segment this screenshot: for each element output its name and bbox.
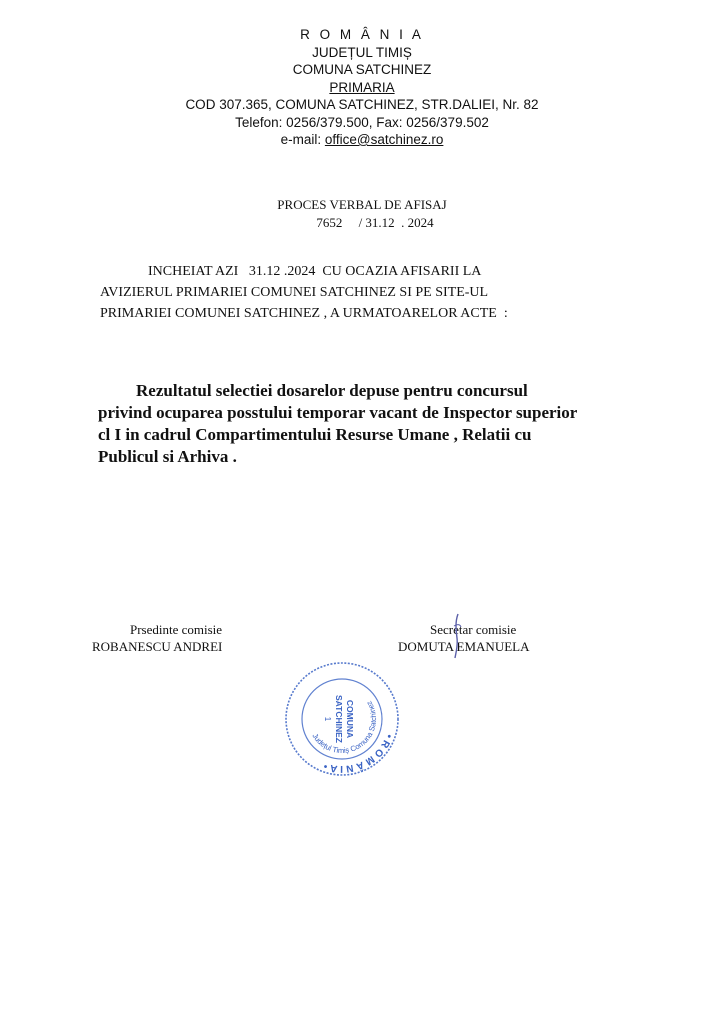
phone-fax-line: Telefon: 0256/379.500, Fax: 0256/379.502 bbox=[235, 114, 489, 130]
email-label: e-mail: bbox=[280, 132, 325, 147]
county-name: JUDEȚUL TIMIȘ bbox=[312, 44, 412, 60]
commune-name: COMUNA SATCHINEZ bbox=[292, 62, 432, 77]
intro-line-2: AVIZIERUL PRIMARIEI COMUNEI SATCHINEZ SI PE SITE-UL bbox=[100, 285, 489, 300]
official-stamp bbox=[283, 660, 401, 778]
stamp-center-line-2: SATCHINEZ bbox=[334, 694, 344, 744]
letterhead bbox=[0, 26, 724, 149]
email-line bbox=[0, 131, 724, 149]
stamp-center-number: 1 bbox=[323, 716, 332, 722]
president-signature-block bbox=[92, 621, 222, 655]
intro-line-3: PRIMARIEI COMUNEI SATCHINEZ , A URMATOARELOR ACTE : bbox=[100, 306, 508, 321]
handwritten-signature bbox=[446, 612, 468, 660]
stamp-center-line-1: COMUNA bbox=[345, 699, 355, 739]
secretary-role: Secretar comisie bbox=[430, 622, 517, 637]
document-heading bbox=[0, 196, 724, 232]
stamp-outer-text: • R O M Â N I A • bbox=[322, 732, 395, 775]
subject-line-3: cl I in cadrul Compartimentului Resurse Umane , Relatii cu bbox=[98, 425, 532, 444]
email-link[interactable]: office@satchinez.ro bbox=[324, 132, 444, 147]
subject-line-4: Publicul si Arhiva . bbox=[98, 447, 237, 466]
president-role: Prsedinte comisie bbox=[130, 622, 223, 637]
institution-name: PRIMARIA bbox=[329, 79, 395, 95]
subject-paragraph bbox=[98, 380, 698, 468]
secretary-name: DOMUTA EMANUELA bbox=[398, 639, 530, 654]
subject-line-2: privind ocuparea posstului temporar vacant de Inspector superior bbox=[98, 403, 578, 422]
subject-line-1: Rezultatul selectiei dosarelor depuse pentru concursul bbox=[136, 381, 528, 400]
country-name: R O M Â N I A bbox=[300, 27, 424, 42]
president-name: ROBANESCU ANDREI bbox=[92, 639, 223, 654]
address-line: COD 307.365, COMUNA SATCHINEZ, STR.DALIEI, Nr. 82 bbox=[185, 97, 539, 112]
document-title: PROCES VERBAL DE AFISAJ bbox=[277, 197, 447, 212]
intro-line-1: INCHEIAT AZI 31.12 .2024 CU OCAZIA AFISARII LA bbox=[148, 264, 482, 279]
registration-number-date: 7652 / 31.12 . 2024 bbox=[316, 215, 434, 230]
intro-paragraph bbox=[100, 261, 660, 324]
stamp-inner-text: Județul Timiș Comuna Satchinez bbox=[310, 699, 379, 756]
